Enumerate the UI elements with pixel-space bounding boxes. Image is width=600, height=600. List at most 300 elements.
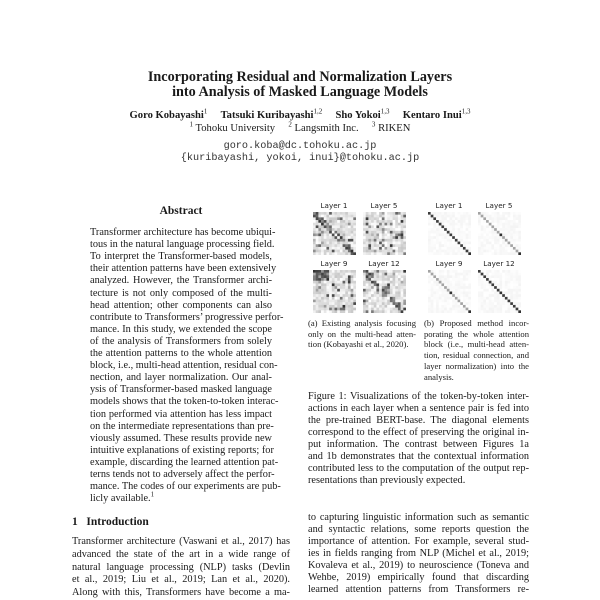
heatmap-cell — [403, 297, 406, 300]
heatmap-cell — [329, 275, 332, 278]
heatmap-cell — [366, 234, 369, 237]
heatmap-cell — [497, 231, 500, 234]
heatmap-cell — [382, 239, 385, 242]
heatmap-cell — [508, 239, 511, 242]
heatmap-cell — [458, 228, 461, 231]
heatmap-cell — [444, 236, 447, 239]
heatmap-cell — [458, 289, 461, 292]
heatmap-cell — [401, 283, 404, 286]
heatmap-cell — [436, 239, 439, 242]
heatmap-cell — [366, 223, 369, 226]
heatmap-cell — [489, 228, 492, 231]
heatmap-cell — [403, 231, 406, 234]
heatmap-cell — [433, 278, 436, 281]
heatmap-cell — [431, 236, 434, 239]
heatmap-cell — [513, 308, 516, 311]
heatmap-cell — [351, 297, 354, 300]
heatmap-cell — [385, 223, 388, 226]
heatmap-cell — [486, 242, 489, 245]
heatmap-cell — [481, 234, 484, 237]
heatmap-cell — [374, 228, 377, 231]
heatmap-cell — [403, 220, 406, 223]
heatmap-cell — [508, 231, 511, 234]
heatmap-cell — [494, 308, 497, 311]
figure-caption-line: actions in each layer when a sentence pair is fed into — [308, 403, 529, 414]
heatmap-cell — [351, 234, 354, 237]
heatmap-cell — [450, 228, 453, 231]
heatmap-cell — [441, 228, 444, 231]
heatmap-cell — [481, 223, 484, 226]
heatmap-cell — [455, 278, 458, 281]
heatmap-cell — [450, 302, 453, 305]
heatmap-cell — [431, 228, 434, 231]
heatmap-cell — [351, 247, 354, 250]
heatmap-cell — [481, 292, 484, 295]
heatmap-cell — [458, 220, 461, 223]
heatmap-cell — [366, 310, 369, 313]
heatmap-cell — [433, 310, 436, 313]
heatmap-cell — [450, 236, 453, 239]
heatmap-cell — [500, 286, 503, 289]
heatmap-cell — [513, 275, 516, 278]
heatmap-cell — [340, 252, 343, 255]
heatmap-cell — [321, 223, 324, 226]
heatmap-cell — [436, 252, 439, 255]
heatmap-cell — [516, 308, 519, 311]
heatmap-cell — [489, 234, 492, 237]
heatmap-cell — [374, 242, 377, 245]
heatmap-cell — [332, 297, 335, 300]
heatmap-cell — [447, 234, 450, 237]
heatmap-cell — [398, 247, 401, 250]
heatmap-cell — [500, 289, 503, 292]
heatmap-cell — [348, 308, 351, 311]
heatmap-cell — [329, 236, 332, 239]
heatmap-cell — [458, 278, 461, 281]
heatmap-cell — [403, 250, 406, 253]
heatmap-cell — [403, 281, 406, 284]
heatmap-cell — [379, 297, 382, 300]
heatmap-cell — [343, 220, 346, 223]
email-2: {kuribayashi, yokoi, inui}@tohoku.ac.jp — [180, 153, 420, 164]
heatmap-cell — [393, 281, 396, 284]
heatmap-cell — [500, 283, 503, 286]
heatmap-cell — [332, 231, 335, 234]
heatmap-cell — [321, 212, 324, 215]
heatmap-cell — [318, 308, 321, 311]
heatmap-cell — [513, 236, 516, 239]
heatmap-cell — [478, 236, 481, 239]
heatmap-cell — [326, 305, 329, 308]
heatmap-cell — [441, 250, 444, 253]
heatmap-cell — [489, 294, 492, 297]
heatmap-cell — [398, 286, 401, 289]
heatmap-cell — [398, 292, 401, 295]
heatmap-cell — [444, 286, 447, 289]
body-line: and syntactic relations, some reports question the — [308, 524, 529, 535]
heatmap-cell — [313, 220, 316, 223]
heatmap-cell — [340, 273, 343, 276]
heatmap-cell — [313, 302, 316, 305]
heatmap-cell — [351, 305, 354, 308]
heatmap-cell — [494, 275, 497, 278]
heatmap-cell — [433, 294, 436, 297]
heatmap-cell — [466, 286, 469, 289]
heatmap-cell — [345, 242, 348, 245]
heatmap-cell — [518, 212, 521, 215]
heatmap-cell — [481, 278, 484, 281]
heatmap-cell — [345, 294, 348, 297]
heatmap-cell — [436, 212, 439, 215]
heatmap-cell — [351, 281, 354, 284]
heatmap-cell — [366, 217, 369, 220]
heatmap-cell — [401, 273, 404, 276]
heatmap-cell — [340, 275, 343, 278]
heatmap-cell — [431, 250, 434, 253]
heatmap-cell — [332, 252, 335, 255]
heatmap-cell — [401, 281, 404, 284]
heatmap-cell — [486, 220, 489, 223]
heatmap-cell — [460, 292, 463, 295]
heatmap-cell — [335, 217, 338, 220]
heatmap-cell — [486, 275, 489, 278]
heatmap-cell — [455, 234, 458, 237]
heatmap-cell — [481, 250, 484, 253]
heatmap-cell — [486, 231, 489, 234]
abstract-line: mance. The codes of our experiments are pub- — [90, 481, 281, 493]
heatmap-cell — [398, 281, 401, 284]
heatmap-cell — [343, 305, 346, 308]
heatmap-cell — [368, 283, 371, 286]
heatmap-cell — [500, 223, 503, 226]
heatmap-cell — [326, 228, 329, 231]
heatmap-cell — [463, 234, 466, 237]
heatmap-cell — [353, 228, 356, 231]
heatmap-cell — [478, 300, 481, 303]
heatmap-cell — [335, 223, 338, 226]
heatmap-cell — [436, 281, 439, 284]
heatmap-cell — [385, 270, 388, 273]
heatmap-cell — [376, 300, 379, 303]
heatmap-cell — [481, 273, 484, 276]
heatmap-cell — [518, 270, 521, 273]
heatmap-cell — [505, 231, 508, 234]
heatmap-cell — [513, 228, 516, 231]
heatmap-cell — [345, 275, 348, 278]
heatmap-cell — [326, 278, 329, 281]
heatmap-cell — [452, 305, 455, 308]
heatmap-cell — [505, 250, 508, 253]
heatmap-cell — [433, 250, 436, 253]
heatmap-cell — [455, 300, 458, 303]
heatmap-cell — [387, 273, 390, 276]
heatmap-cell — [505, 239, 508, 242]
heatmap-cell — [340, 278, 343, 281]
heatmap-cell — [353, 215, 356, 218]
heatmap-cell — [468, 236, 471, 239]
heatmap-cell — [387, 275, 390, 278]
abstract-line: models shows that the token-to-token interac- — [90, 396, 279, 408]
heatmap-cell — [326, 310, 329, 313]
subcaption-line: block (i.e., multi-head atten- — [424, 339, 529, 350]
heatmap-cell — [348, 305, 351, 308]
heatmap-cell — [436, 273, 439, 276]
heatmap-cell — [468, 242, 471, 245]
heatmap-cell — [497, 234, 500, 237]
heatmap-cell — [486, 278, 489, 281]
heatmap-cell — [508, 252, 511, 255]
heatmap-cell — [368, 310, 371, 313]
heatmap-cell — [483, 217, 486, 220]
heatmap-cell — [494, 220, 497, 223]
heatmap-cell — [379, 305, 382, 308]
heatmap-cell — [316, 275, 319, 278]
heatmap-cell — [518, 275, 521, 278]
heatmap-cell — [510, 283, 513, 286]
heatmap-cell — [450, 223, 453, 226]
heatmap-cell — [345, 297, 348, 300]
heatmap-cell — [441, 244, 444, 247]
heatmap-cell — [313, 308, 316, 311]
heatmap-cell — [393, 302, 396, 305]
heatmap-cell — [481, 225, 484, 228]
heatmap-cell — [345, 310, 348, 313]
heatmap-cell — [428, 302, 431, 305]
heatmap-cell — [324, 244, 327, 247]
layer-label: Layer 9 — [320, 259, 348, 268]
heatmap-cell — [324, 289, 327, 292]
heatmap-cell — [313, 231, 316, 234]
heatmap-cell — [401, 231, 404, 234]
attention-heatmap — [428, 212, 471, 255]
heatmap-cell — [439, 236, 442, 239]
heatmap-cell — [458, 225, 461, 228]
heatmap-cell — [483, 294, 486, 297]
heatmap-cell — [468, 212, 471, 215]
heatmap-cell — [371, 308, 374, 311]
heatmap-cell — [481, 242, 484, 245]
heatmap-cell — [340, 292, 343, 295]
heatmap-cell — [385, 231, 388, 234]
heatmap-cell — [348, 297, 351, 300]
heatmap-cell — [363, 275, 366, 278]
heatmap-cell — [340, 225, 343, 228]
heatmap-cell — [387, 281, 390, 284]
heatmap-cell — [500, 308, 503, 311]
heatmap-cell — [494, 273, 497, 276]
heatmap-cell — [332, 225, 335, 228]
heatmap-cell — [444, 310, 447, 313]
heatmap-cell — [441, 300, 444, 303]
heatmap-cell — [466, 217, 469, 220]
heatmap-cell — [452, 239, 455, 242]
heatmap-cell — [368, 247, 371, 250]
heatmap-cell — [374, 283, 377, 286]
body-line: Kovaleva et al., 2019) to neuroscience (Toneva and — [308, 560, 529, 571]
heatmap-cell — [398, 242, 401, 245]
heatmap-cell — [481, 220, 484, 223]
heatmap-cell — [466, 302, 469, 305]
heatmap-cell — [463, 242, 466, 245]
heatmap-cell — [502, 239, 505, 242]
heatmap-cell — [351, 217, 354, 220]
heatmap-cell — [324, 225, 327, 228]
heatmap-cell — [441, 234, 444, 237]
heatmap-cell — [374, 270, 377, 273]
heatmap-cell — [376, 244, 379, 247]
heatmap-cell — [483, 300, 486, 303]
heatmap-cell — [463, 236, 466, 239]
heatmap-cell — [401, 223, 404, 226]
heatmap-cell — [441, 220, 444, 223]
heatmap-cell — [428, 294, 431, 297]
heatmap-cell — [318, 273, 321, 276]
heatmap-cell — [502, 283, 505, 286]
heatmap-cell — [401, 225, 404, 228]
heatmap-cell — [371, 231, 374, 234]
heatmap-cell — [379, 217, 382, 220]
heatmap-cell — [444, 247, 447, 250]
heatmap-cell — [502, 275, 505, 278]
heatmap-cell — [466, 310, 469, 313]
heatmap-cell — [463, 239, 466, 242]
heatmap-cell — [316, 297, 319, 300]
heatmap-cell — [433, 234, 436, 237]
subcaption-line: tion (Kobayashi et al., 2020). — [308, 339, 409, 350]
heatmap-cell — [450, 225, 453, 228]
heatmap-cell — [351, 242, 354, 245]
heatmap-cell — [337, 310, 340, 313]
heatmap-cell — [318, 231, 321, 234]
heatmap-cell — [353, 275, 356, 278]
heatmap-cell — [316, 289, 319, 292]
heatmap-cell — [379, 231, 382, 234]
heatmap-cell — [481, 289, 484, 292]
heatmap-cell — [324, 273, 327, 276]
heatmap-cell — [382, 275, 385, 278]
heatmap-cell — [376, 305, 379, 308]
heatmap-cell — [385, 275, 388, 278]
heatmap-cell — [441, 310, 444, 313]
heatmap-cell — [500, 228, 503, 231]
heatmap-cell — [463, 231, 466, 234]
heatmap-cell — [494, 217, 497, 220]
subcaption-line: porating the whole attention — [424, 328, 529, 339]
heatmap-cell — [382, 289, 385, 292]
heatmap-cell — [316, 239, 319, 242]
heatmap-cell — [468, 289, 471, 292]
heatmap-cell — [466, 300, 469, 303]
heatmap-cell — [390, 305, 393, 308]
heatmap-cell — [329, 289, 332, 292]
heatmap-cell — [491, 234, 494, 237]
heatmap-cell — [348, 244, 351, 247]
heatmap-cell — [478, 278, 481, 281]
heatmap-cell — [436, 228, 439, 231]
heatmap-cell — [458, 236, 461, 239]
heatmap-cell — [441, 215, 444, 218]
heatmap-cell — [516, 239, 519, 242]
heatmap-cell — [321, 308, 324, 311]
heatmap-cell — [351, 225, 354, 228]
heatmap-cell — [486, 302, 489, 305]
heatmap-cell — [463, 294, 466, 297]
heatmap-cell — [466, 281, 469, 284]
heatmap-cell — [316, 310, 319, 313]
heatmap-cell — [458, 283, 461, 286]
heatmap-cell — [376, 310, 379, 313]
heatmap-cell — [478, 223, 481, 226]
heatmap-cell — [500, 294, 503, 297]
heatmap-cell — [363, 273, 366, 276]
heatmap-cell — [374, 297, 377, 300]
heatmap-cell — [436, 234, 439, 237]
heatmap-cell — [431, 302, 434, 305]
heatmap-cell — [428, 305, 431, 308]
heatmap-cell — [458, 252, 461, 255]
heatmap-cell — [447, 228, 450, 231]
heatmap-cell — [463, 297, 466, 300]
heatmap-cell — [318, 281, 321, 284]
heatmap-cell — [332, 273, 335, 276]
heatmap-cell — [398, 244, 401, 247]
heatmap-cell — [510, 247, 513, 250]
heatmap-cell — [390, 273, 393, 276]
heatmap-cell — [393, 215, 396, 218]
heatmap-cell — [518, 252, 521, 255]
layer-label: Layer 9 — [435, 259, 463, 268]
heatmap-cell — [340, 231, 343, 234]
heatmap-cell — [436, 300, 439, 303]
heatmap-cell — [335, 231, 338, 234]
heatmap-cell — [382, 294, 385, 297]
heatmap-cell — [505, 308, 508, 311]
heatmap-cell — [345, 217, 348, 220]
heatmap-cell — [460, 239, 463, 242]
heatmap-cell — [510, 300, 513, 303]
heatmap-cell — [491, 292, 494, 295]
heatmap-cell — [483, 220, 486, 223]
heatmap-cell — [353, 281, 356, 284]
heatmap-cell — [447, 225, 450, 228]
heatmap-cell — [483, 225, 486, 228]
heatmap-cell — [363, 294, 366, 297]
heatmap-cell — [502, 252, 505, 255]
heatmap-cell — [337, 278, 340, 281]
heatmap-cell — [351, 302, 354, 305]
heatmap-cell — [513, 247, 516, 250]
heatmap-cell — [403, 242, 406, 245]
heatmap-cell — [385, 212, 388, 215]
heatmap-cell — [447, 278, 450, 281]
heatmap-cell — [313, 250, 316, 253]
heatmap-cell — [513, 252, 516, 255]
heatmap-cell — [393, 236, 396, 239]
heatmap-cell — [458, 292, 461, 295]
heatmap-cell — [368, 217, 371, 220]
heatmap-cell — [316, 223, 319, 226]
heatmap-cell — [332, 278, 335, 281]
heatmap-cell — [382, 220, 385, 223]
heatmap-cell — [436, 236, 439, 239]
heatmap-cell — [318, 225, 321, 228]
heatmap-cell — [390, 228, 393, 231]
heatmap-cell — [491, 247, 494, 250]
heatmap-cell — [513, 225, 516, 228]
heatmap-cell — [403, 289, 406, 292]
heatmap-cell — [329, 212, 332, 215]
heatmap-cell — [433, 236, 436, 239]
